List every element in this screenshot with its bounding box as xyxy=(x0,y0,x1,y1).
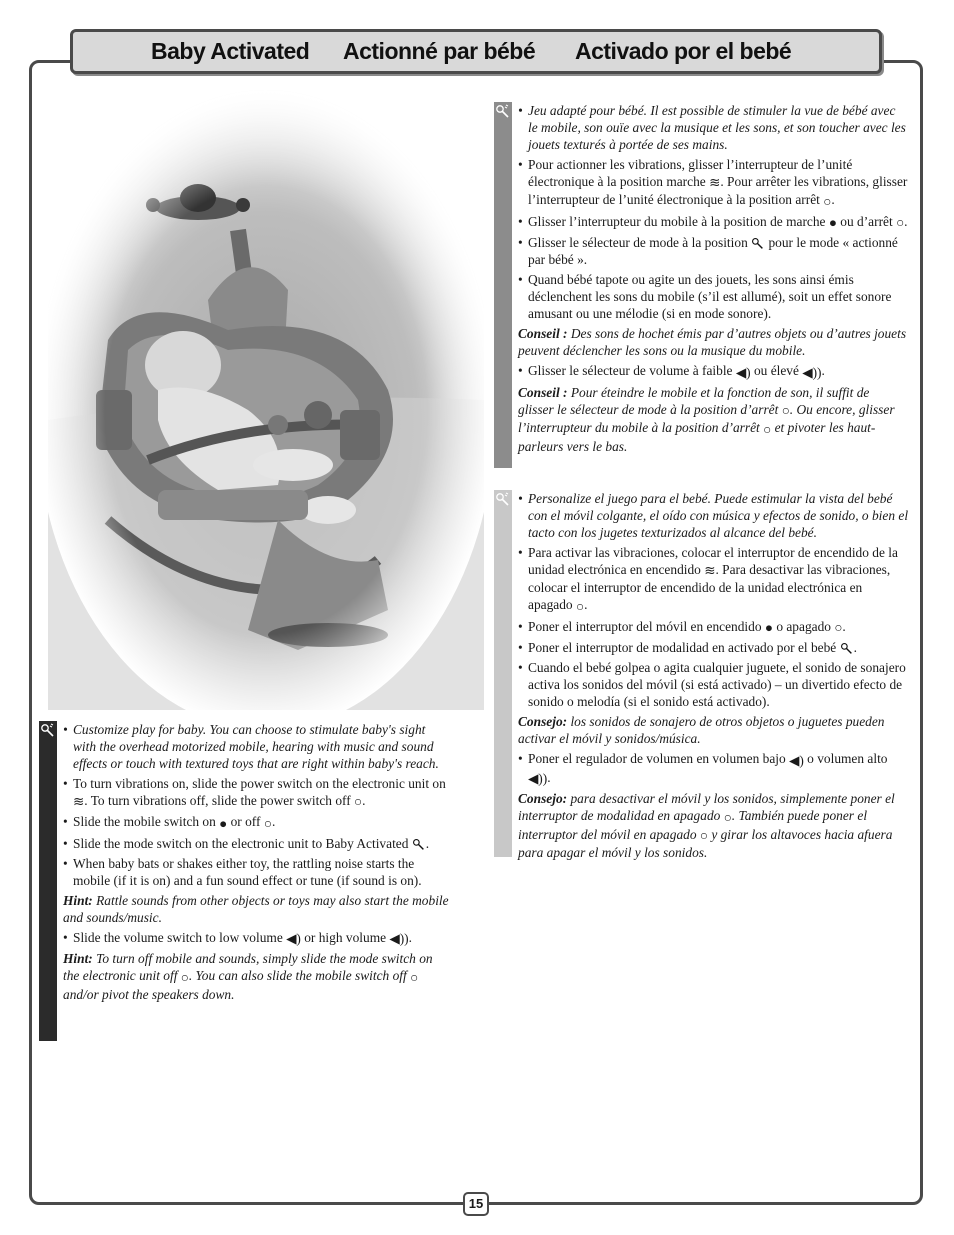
open-circle-off-icon: ○ xyxy=(575,598,585,614)
hint-text: Consejo: los sonidos de sonajero de otros objetos o juguetes pueden activar el móvil y sonidos/música. xyxy=(518,714,885,747)
hint-text: Consejo: para desactivar el móvil y los sonidos, simplemente poner el interruptor de modalidad en apagado ○. También puede poner el interruptor del móvil en apagado ○ y girar los altavoces hacia afuera para apagar el móvil y los sonidos. xyxy=(518,791,895,860)
list-item: • Pour actionner les vibrations, glisser l’interrupteur de l’unité électronique à la position marche ≋. Pour arrêter les vibrations, glisser l’interrupteur de l’unité électronique à la position arrêt ○. xyxy=(518,156,908,210)
list-item: • Slide the volume switch to low volume ◀) or high volume ◀)). xyxy=(63,929,451,947)
open-circle-off-icon: ○ xyxy=(723,809,732,825)
french-section xyxy=(518,102,908,458)
title-french: Actionné par bébé xyxy=(343,38,536,64)
list-item: • To turn vibrations on, slide the power switch on the electronic unit on ≋. To turn vibrations off, slide the power switch off ○. xyxy=(63,775,451,810)
open-circle-off-icon: ○ xyxy=(823,193,832,209)
title-english: Baby Activated xyxy=(151,38,310,64)
speaker-high-icon: ◀)) xyxy=(389,931,409,947)
list-item: • Glisser le sélecteur de mode à la position pour le mode « actionné par bébé ». xyxy=(518,234,908,268)
list-item: • Customize play for baby. You can choose to stimulate baby's sight with the overhead motorized mobile, hearing with music and sound effects or touch with textured toys that are right within baby's reach. xyxy=(63,721,451,772)
baby-activated-rattle-icon xyxy=(412,838,426,852)
page-number: 15 xyxy=(463,1192,489,1216)
list-item: • Poner el interruptor del móvil en encendido ● o apagado ○. xyxy=(518,618,910,636)
baby-activated-rattle-icon xyxy=(751,237,765,251)
infant-seat-photo xyxy=(48,90,484,710)
english-section-bar xyxy=(39,721,57,1041)
filled-circle-on-icon: ● xyxy=(764,620,773,636)
list-item: • Glisser l’interrupteur du mobile à la position de marche ● ou d’arrêt ○. xyxy=(518,213,908,231)
title-bar xyxy=(70,29,882,74)
hint-text: Conseil : Des sons de hochet émis par d’autres objets ou d’autres jouets peuvent déclencher les sons ou la musique du mobile. xyxy=(518,326,907,359)
filled-circle-on-icon: ● xyxy=(828,215,837,231)
open-circle-off-icon: ○ xyxy=(834,620,843,636)
list-item: • Cuando el bebé golpea o agita cualquier juguete, el sonido de sonajero activa los sonidos del móvil (si está activado) – un divertido efecto de sonido o melodía (si el sonido está activado). xyxy=(518,659,910,710)
french-section-bar xyxy=(494,102,512,468)
list-item: • When baby bats or shakes either toy, the rattling noise starts the mobile (if it is on) and a fun sound effect or tune (if sound is on). xyxy=(63,855,451,889)
hint-text: Hint: To turn off mobile and sounds, simply slide the mode switch on the electronic unit off ○. You can also slide the mobile switch off ○ and/or pivot the speakers down. xyxy=(63,951,433,1002)
list-item: • Slide the mode switch on the electronic unit to Baby Activated . xyxy=(63,835,451,852)
hint-text: Hint: Rattle sounds from other objects or toys may also start the mobile and sounds/music. xyxy=(63,892,449,925)
speaker-high-icon: ◀)) xyxy=(802,364,822,380)
open-circle-off-icon: ○ xyxy=(263,815,272,831)
baby-activated-rattle-icon xyxy=(495,492,511,508)
title-spanish: Activado por el bebé xyxy=(575,38,792,64)
open-circle-off-icon: ○ xyxy=(781,403,790,419)
list-item: • Slide the mobile switch on ● or off ○. xyxy=(63,813,451,831)
baby-activated-rattle-icon xyxy=(495,104,511,120)
speaker-low-icon: ◀) xyxy=(286,931,301,947)
list-item: • Para activar las vibraciones, colocar el interruptor de encendido de la unidad electrónica en encendido ≋. Para desactivar las vibraciones, colocar el interruptor de encendido de la unidad electrónica en apagado ○. xyxy=(518,544,910,615)
open-circle-off-icon: ○ xyxy=(763,421,772,437)
vibration-wave-icon: ≋ xyxy=(709,175,721,191)
hint-text: Conseil : Pour éteindre le mobile et la fonction de son, il suffit de glisser le sélecteur de mode à la position d’arrêt ○. Ou encore, glisser l’interrupteur du mobile à la position d’arrêt ○ et pivoter les haut-parleurs vers le bas. xyxy=(518,384,895,454)
list-item: • Poner el regulador de volumen en volumen bajo ◀) o volumen alto ◀)). xyxy=(518,750,910,787)
speaker-low-icon: ◀) xyxy=(789,752,804,768)
english-section xyxy=(63,721,451,1006)
list-item: • Quand bébé tapote ou agite un des jouets, les sons ainsi émis déclenchent les sons du mobile (s’il est allumé), soit un effet sonore amusant ou une mélodie (si en mode sonore). xyxy=(518,271,908,322)
spanish-section-bar xyxy=(494,490,512,857)
filled-circle-on-icon: ● xyxy=(219,815,228,831)
speaker-high-icon: ◀)) xyxy=(528,771,548,787)
vibration-wave-icon: ≋ xyxy=(73,794,85,810)
open-circle-off-icon: ○ xyxy=(699,827,708,843)
list-item: • Personalize el juego para el bebé. Puede estimular la vista del bebé con el móvil colgante, el oído con música y efectos de sonido, o bien el tacto con los jugetes texturizados al alcance del bebé. xyxy=(518,490,910,541)
list-item: • Glisser le sélecteur de volume à faible ◀) ou élevé ◀)). xyxy=(518,362,908,380)
list-item: • Jeu adapté pour bébé. Il est possible de stimuler la vue de bébé avec le mobile, son ouïe avec la musique et les sons, et son toucher avec les jouets texturés à portée de ses mains. xyxy=(518,102,908,153)
spanish-section xyxy=(518,490,910,864)
baby-activated-rattle-icon xyxy=(840,642,854,656)
open-circle-off-icon: ○ xyxy=(410,969,419,985)
open-circle-off-icon: ○ xyxy=(896,215,905,231)
speaker-low-icon: ◀) xyxy=(735,364,751,380)
open-circle-off-icon: ○ xyxy=(180,969,189,985)
open-circle-off-icon: ○ xyxy=(354,794,363,810)
baby-activated-rattle-icon xyxy=(40,723,56,739)
list-item: • Poner el interruptor de modalidad en activado por el bebé . xyxy=(518,639,910,656)
vibration-wave-icon: ≋ xyxy=(704,563,716,579)
